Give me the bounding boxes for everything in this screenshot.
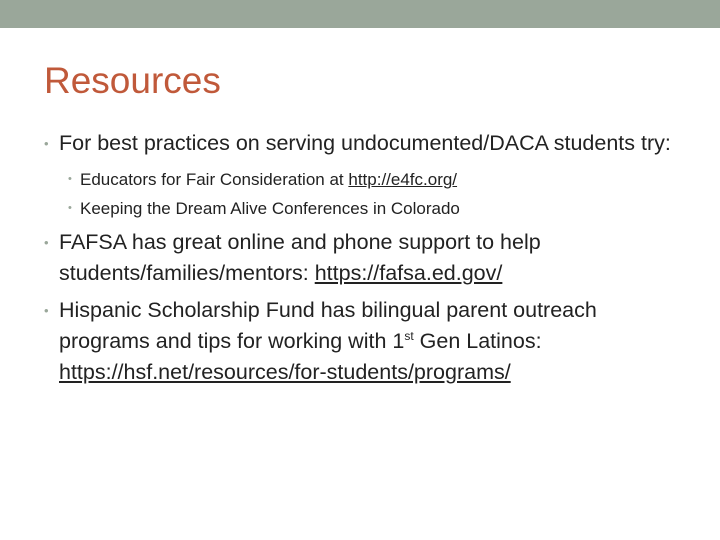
bullet-best-practices [44, 128, 684, 159]
superscript-st: st [404, 328, 414, 343]
bullet-fafsa [44, 227, 684, 289]
top-band [0, 0, 720, 28]
sub-bullet-text: Educators for Fair Consideration at [80, 170, 349, 189]
slide-content [44, 128, 684, 394]
sub-bullet-text: Keeping the Dream Alive Conferences in Colorado [80, 199, 460, 218]
bullet-text: FAFSA has great online and phone support to help students/families/mentors: [59, 230, 541, 285]
bullet-text: For best practices on serving undocumented/DACA students try: [59, 131, 671, 155]
bullet-text: Hispanic Scholarship Fund has bilingual parent outreach programs and tips for working with 1 [59, 298, 597, 353]
bullet-hsf [44, 295, 684, 388]
fafsa-link[interactable]: https://fafsa.ed.gov/ [314, 261, 503, 285]
sub-bullet-list [44, 165, 684, 223]
sub-bullet-dream-alive [44, 194, 684, 223]
e4fc-link[interactable]: http://e4fc.org/ [348, 170, 458, 189]
slide-title: Resources [44, 60, 221, 101]
hsf-link[interactable]: https://hsf.net/resources/for-students/programs/ [59, 360, 511, 384]
sub-bullet-e4fc [44, 165, 684, 194]
bullet-text-after: Gen Latinos: [413, 329, 542, 353]
